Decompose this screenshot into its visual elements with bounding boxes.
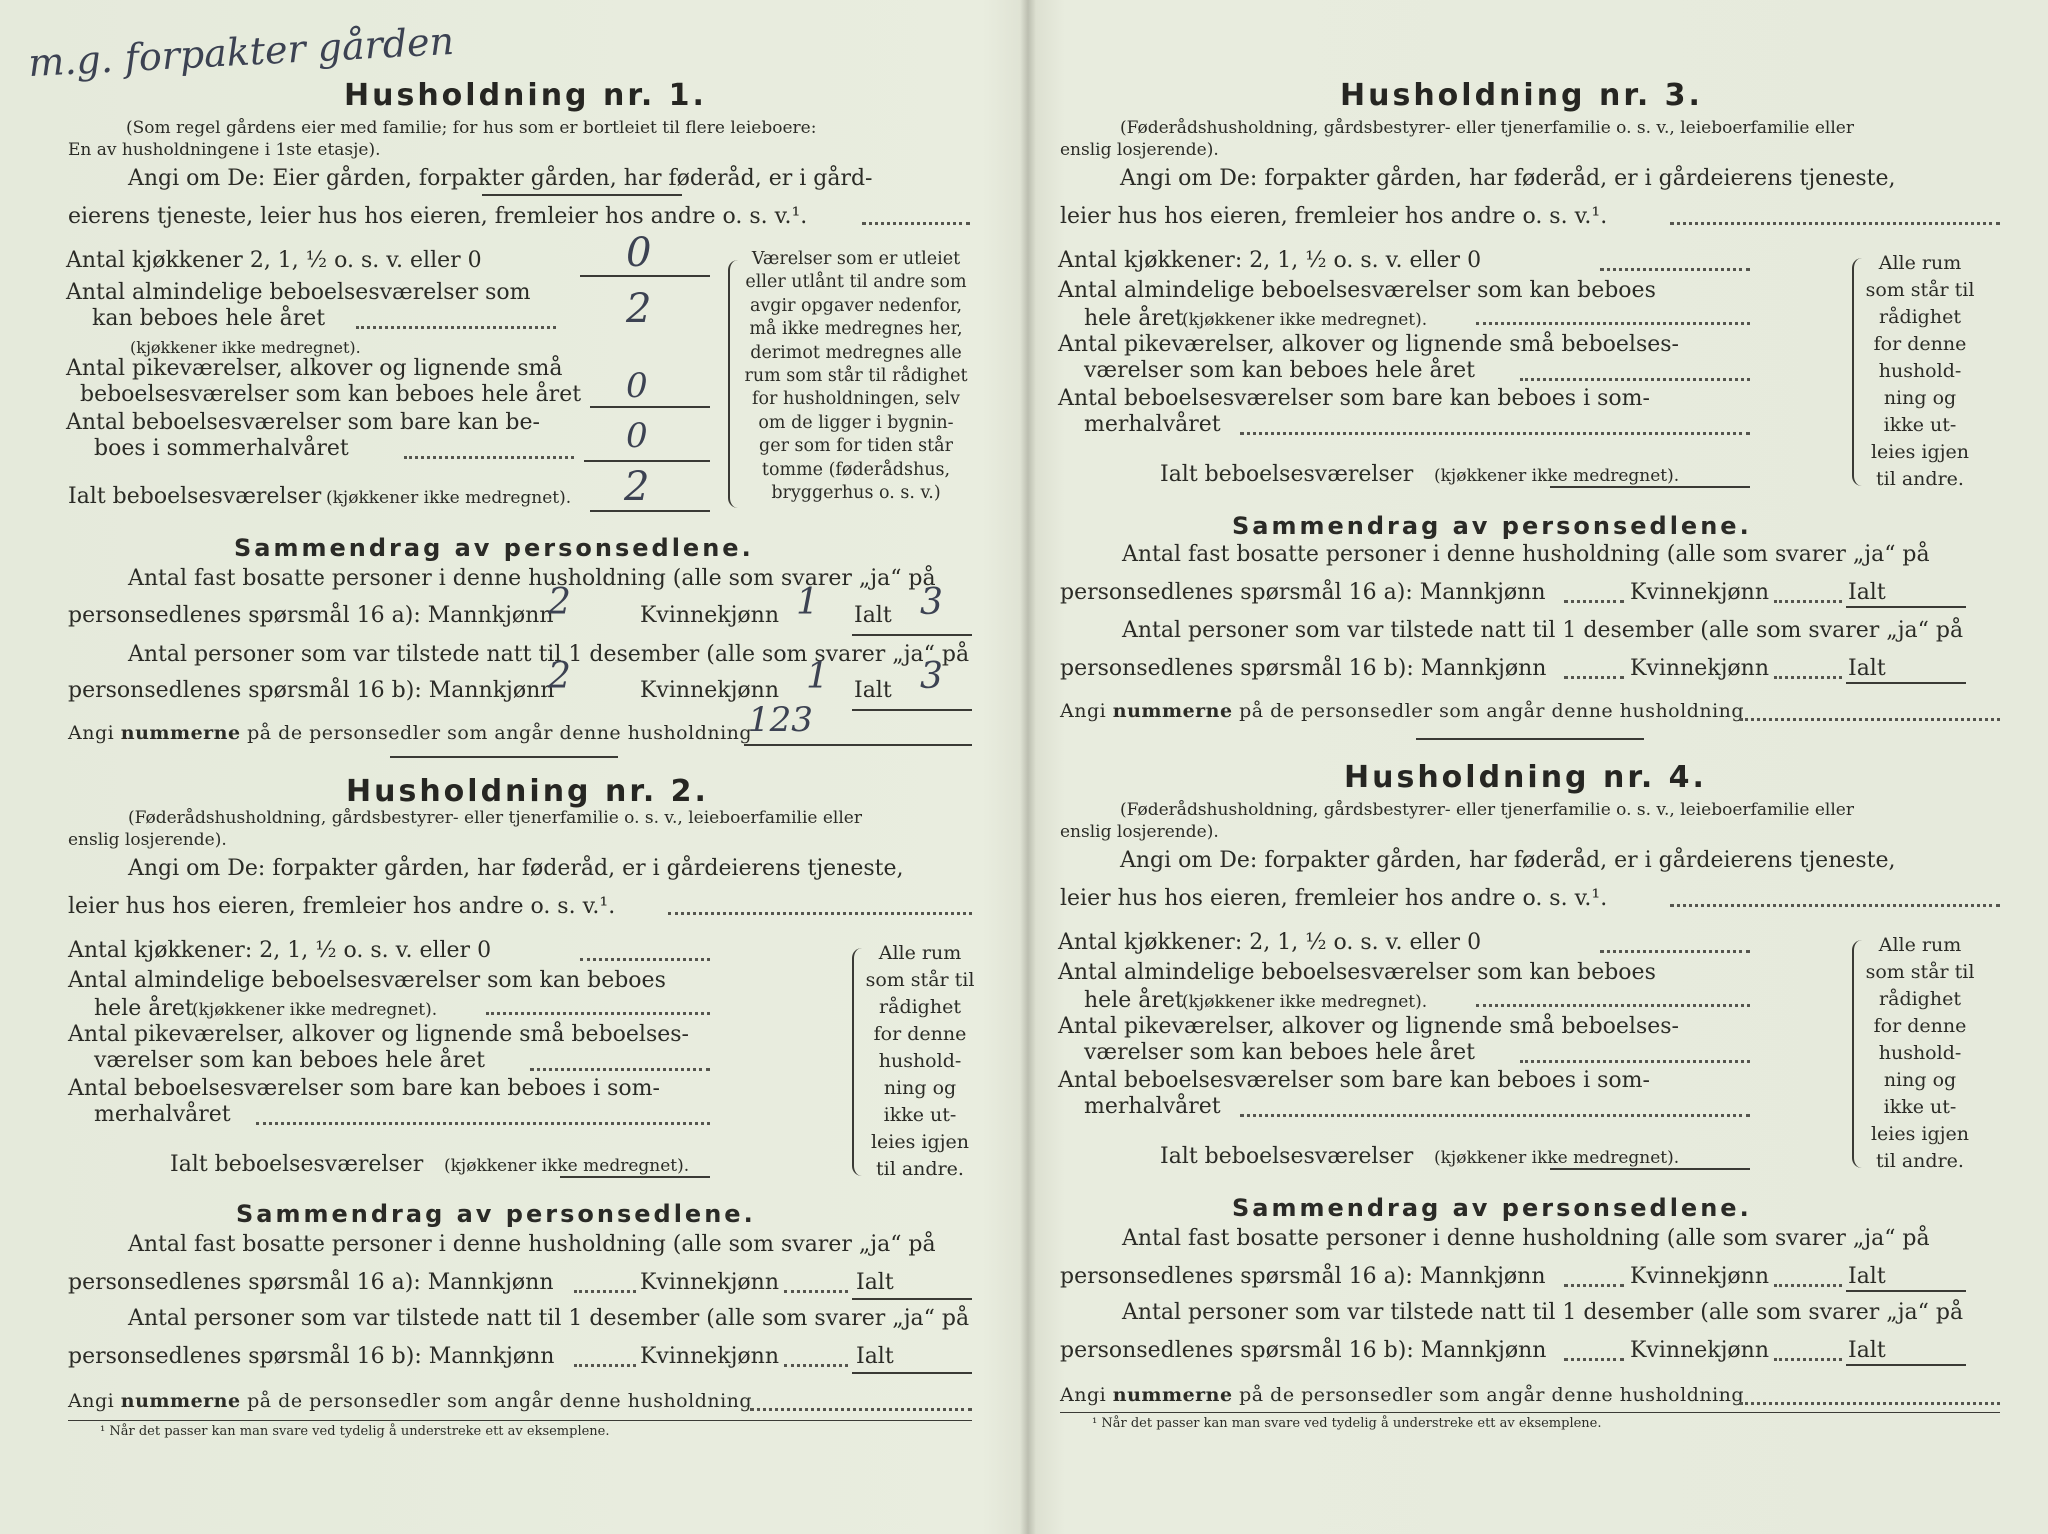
h2-row-ialt-b: (kjøkkener ikke medregnet).	[444, 1156, 690, 1176]
footnote-rule-right	[1060, 1412, 2000, 1413]
h1-line-pike	[590, 406, 710, 408]
h3-angi-line2: leier hus hos eieren, fremleier hos andre o. s. v.¹.	[1060, 204, 1608, 229]
h1-title: Husholdning nr. 1.	[344, 78, 707, 113]
h4-b-ialt-label: Ialt	[1848, 1338, 1886, 1363]
h1-angi-nummerne: Angi nummerne på de personsedler som angår denne husholdning	[68, 722, 753, 744]
h1-summary-line3: Antal personer som var tilstede natt til 1 desember (alle som svarer „ja“ på	[128, 642, 970, 667]
page-fold	[1020, 0, 1036, 1534]
h4-row-kjokken: Antal kjøkkener: 2, 1, ½ o. s. v. eller 0	[1058, 930, 1482, 955]
h3-alm-dots	[1476, 322, 1750, 325]
h1-row-sommer-a: Antal beboelsesværelser som bare kan be-	[66, 410, 540, 435]
h1-value-pike[interactable]: 0	[626, 366, 648, 406]
h4-note-line1: (Føderådshusholdning, gårdsbestyrer- eller tjenerfamilie o. s. v., leieboerfamilie eller	[1120, 800, 1854, 820]
h1-separator	[390, 756, 618, 758]
h1-value-nummerne[interactable]: 123	[748, 700, 813, 740]
h3-title: Husholdning nr. 3.	[1340, 78, 1703, 113]
h1-row-ialt-a: Ialt beboelsesværelser	[68, 484, 322, 509]
h2-row-alm-c: (kjøkkener ikke medregnet).	[192, 1000, 438, 1020]
h4-angi-line1: Angi om De: forpakter gården, har føderåd, er i gårdeierens tjeneste,	[1120, 848, 1896, 873]
h3-b-mann-dots	[1564, 676, 1624, 679]
h1-row-ialt-b: (kjøkkener ikke medregnet).	[326, 488, 572, 508]
h2-a-line	[852, 1298, 972, 1300]
h2-row-sommer-a: Antal beboelsesværelser som bare kan beboes i som-	[68, 1076, 660, 1101]
h1-underline-forpakter	[482, 194, 682, 196]
h3-separator	[1416, 738, 1644, 740]
h4-summary-line1: Antal fast bosatte personer i denne husholdning (alle som svarer „ja“ på	[1122, 1226, 1930, 1251]
h1-a-ialt[interactable]: 3	[920, 582, 943, 623]
h3-note-line1: (Føderådshusholdning, gårdsbestyrer- eller tjenerfamilie o. s. v., leieboerfamilie eller	[1120, 118, 1854, 138]
h2-row-kjokken: Antal kjøkkener: 2, 1, ½ o. s. v. eller 0	[68, 938, 492, 963]
h2-b-ialt-label: Ialt	[856, 1344, 894, 1369]
h2-alm-dots	[486, 1012, 710, 1015]
margin-handwriting: m.g. forpakter gården	[27, 18, 456, 86]
h2-row-pike-a: Antal pikeværelser, alkover og lignende små beboelses-	[68, 1022, 689, 1047]
footnote-rule-left	[68, 1420, 972, 1421]
h3-row-ialt-b: (kjøkkener ikke medregnet).	[1434, 466, 1680, 486]
h2-angi-dots	[668, 912, 972, 915]
h3-row-kjokken: Antal kjøkkener: 2, 1, ½ o. s. v. eller 0	[1058, 248, 1482, 273]
h2-note-line2: enslig losjerende).	[68, 830, 227, 850]
h2-summary-line1: Antal fast bosatte personer i denne husholdning (alle som svarer „ja“ på	[128, 1232, 936, 1257]
h3-nums-dots	[1740, 718, 2000, 721]
h2-a-kvinne-dots	[784, 1290, 848, 1293]
h4-row-sommer-b: merhalvåret	[1084, 1094, 1221, 1119]
h1-b-line	[852, 709, 972, 711]
h4-summary-line4: personsedlenes spørsmål 16 b): Mannkjønn	[1060, 1338, 1547, 1363]
h4-summary-title: Sammendrag av personsedlene.	[1232, 1194, 1752, 1222]
h3-row-ialt-a: Ialt beboelsesværelser	[1160, 462, 1414, 487]
h2-row-pike-b: værelser som kan beboes hele året	[94, 1048, 485, 1073]
h3-pike-dots	[1520, 378, 1750, 381]
h3-summary-line3: Antal personer som var tilstede natt til 1 desember (alle som svarer „ja“ på	[1122, 618, 1964, 643]
h1-note-line2: En av husholdningene i 1ste etasje).	[68, 140, 381, 160]
h3-row-alm-a: Antal almindelige beboelsesværelser som kan beboes	[1058, 278, 1656, 303]
h3-line-ialt	[1550, 486, 1750, 488]
h4-row-alm-c: (kjøkkener ikke medregnet).	[1182, 992, 1428, 1012]
h3-angi-line1: Angi om De: forpakter gården, har føderåd, er i gårdeierens tjeneste,	[1120, 166, 1896, 191]
h2-a-ialt-label: Ialt	[856, 1270, 894, 1295]
h1-value-kjokken[interactable]: 0	[626, 230, 652, 276]
h4-alm-dots	[1476, 1004, 1750, 1007]
h3-angi-dots	[1670, 222, 2000, 225]
h3-kjokken-dots	[1600, 268, 1750, 271]
h2-b-line	[852, 1372, 972, 1374]
h1-b-mann[interactable]: 2	[548, 656, 571, 697]
h2-summary-line2: personsedlenes spørsmål 16 a): Mannkjønn	[68, 1270, 554, 1295]
h2-b-kvinne-dots	[784, 1364, 848, 1367]
h1-angi-dots	[862, 222, 970, 225]
h1-line-ialt	[590, 510, 710, 512]
h1-a-ialt-label: Ialt	[854, 603, 892, 628]
h3-summary-line4: personsedlenes spørsmål 16 b): Mannkjønn	[1060, 656, 1547, 681]
h1-row-alm-b: kan beboes hele året	[92, 306, 326, 331]
h2-row-alm-b: hele året	[94, 996, 194, 1021]
h3-summary-line1: Antal fast bosatte personer i denne husholdning (alle som svarer „ja“ på	[1122, 542, 1930, 567]
h1-summary-line2: personsedlenes spørsmål 16 a): Mannkjønn	[68, 603, 554, 628]
h1-row-kjokken: Antal kjøkkener 2, 1, ½ o. s. v. eller 0	[66, 248, 482, 273]
h3-row-alm-c: (kjøkkener ikke medregnet).	[1182, 310, 1428, 330]
h4-row-alm-a: Antal almindelige beboelsesværelser som kan beboes	[1058, 960, 1656, 985]
h1-b-kvinne-label: Kvinnekjønn	[640, 678, 779, 703]
h1-value-ialt[interactable]: 2	[624, 464, 650, 510]
h2-summary-line4: personsedlenes spørsmål 16 b): Mannkjønn	[68, 1344, 555, 1369]
h3-b-ialt-label: Ialt	[1848, 656, 1886, 681]
h1-line-sommer	[584, 460, 710, 462]
h2-row-alm-a: Antal almindelige beboelsesværelser som kan beboes	[68, 968, 666, 993]
h2-row-ialt-a: Ialt beboelsesværelser	[170, 1152, 424, 1177]
h3-summary-title: Sammendrag av personsedlene.	[1232, 512, 1752, 540]
h2-title: Husholdning nr. 2.	[346, 774, 709, 809]
h2-line-ialt	[560, 1176, 710, 1178]
h2-pike-dots	[530, 1068, 710, 1071]
h1-b-kvinne[interactable]: 1	[806, 656, 829, 697]
h4-row-ialt-b: (kjøkkener ikke medregnet).	[1434, 1148, 1680, 1168]
right-page	[1040, 0, 2000, 1534]
h2-a-mann-dots	[574, 1290, 636, 1293]
h4-nums-dots	[1740, 1402, 2000, 1405]
h1-nums-line	[744, 744, 972, 746]
h3-a-kvinne-dots	[1774, 600, 1842, 603]
h2-b-mann-dots	[574, 1364, 636, 1367]
h1-row-pike-b: beboelsesværelser som kan beboes hele året	[80, 382, 582, 407]
h4-row-pike-b: værelser som kan beboes hele året	[1084, 1040, 1475, 1065]
h3-note-line2: enslig losjerende).	[1060, 140, 1219, 160]
h4-note-line2: enslig losjerende).	[1060, 822, 1219, 842]
h3-b-kvinne-label: Kvinnekjønn	[1630, 656, 1769, 681]
h1-a-kvinne-label: Kvinnekjønn	[640, 603, 779, 628]
h4-a-ialt-label: Ialt	[1848, 1264, 1886, 1289]
h4-a-kvinne-label: Kvinnekjønn	[1630, 1264, 1769, 1289]
h4-angi-nummerne: Angi nummerne på de personsedler som angår denne husholdning	[1060, 1384, 1745, 1406]
h4-b-kvinne-label: Kvinnekjønn	[1630, 1338, 1769, 1363]
h1-summary-title: Sammendrag av personsedlene.	[234, 534, 754, 562]
h3-row-pike-b: værelser som kan beboes hele året	[1084, 358, 1475, 383]
footnote-left: ¹ Når det passer kan man svare ved tydelig å understreke ett av eksemplene.	[100, 1424, 610, 1439]
h1-row-alm-a: Antal almindelige beboelsesværelser som	[66, 280, 531, 305]
h4-row-alm-b: hele året	[1084, 988, 1184, 1013]
h4-row-pike-a: Antal pikeværelser, alkover og lignende små beboelses-	[1058, 1014, 1679, 1039]
h3-row-sommer-b: merhalvåret	[1084, 412, 1221, 437]
h4-angi-line2: leier hus hos eieren, fremleier hos andre o. s. v.¹.	[1060, 886, 1608, 911]
h1-angi-line2: eierens tjeneste, leier hus hos eieren, fremleier hos andre o. s. v.¹.	[68, 204, 808, 229]
h4-a-kvinne-dots	[1774, 1284, 1842, 1287]
h1-row-alm-c: (kjøkkener ikke medregnet).	[130, 338, 361, 357]
h3-sommer-dots	[1240, 432, 1750, 435]
h3-side-note: Alle rum som står til rådighet for denne hushold- ning og ikke ut- leies igjen til andre.	[1865, 252, 1975, 490]
h1-sommer-dots	[404, 456, 574, 459]
h4-summary-line3: Antal personer som var tilstede natt til 1 desember (alle som svarer „ja“ på	[1122, 1300, 1964, 1325]
h1-b-ialt-label: Ialt	[854, 678, 892, 703]
h2-b-kvinne-label: Kvinnekjønn	[640, 1344, 779, 1369]
h4-pike-dots	[1520, 1060, 1750, 1063]
h4-a-mann-dots	[1564, 1284, 1624, 1287]
footnote-right: ¹ Når det passer kan man svare ved tydelig å understreke ett av eksemplene.	[1092, 1416, 1602, 1431]
h1-a-line	[852, 634, 972, 636]
h1-summary-line1: Antal fast bosatte personer i denne husholdning (alle som svarer „ja“ på	[128, 566, 936, 591]
h1-note-line1: (Som regel gårdens eier med familie; for hus som er bortleiet til flere leieboere:	[126, 118, 817, 138]
h2-angi-nummerne: Angi nummerne på de personsedler som angår denne husholdning	[68, 1390, 753, 1412]
h3-angi-nummerne: Angi nummerne på de personsedler som angår denne husholdning	[1060, 700, 1745, 722]
h1-b-ialt[interactable]: 3	[920, 656, 943, 697]
h1-angi-line1: Angi om De: Eier gården, forpakter gården, har føderåd, er i gård-	[128, 166, 873, 191]
h1-a-kvinne[interactable]: 1	[796, 582, 819, 623]
h3-summary-line2: personsedlenes spørsmål 16 a): Mannkjønn	[1060, 580, 1546, 605]
h4-summary-line2: personsedlenes spørsmål 16 a): Mannkjønn	[1060, 1264, 1546, 1289]
h3-b-line	[1846, 682, 1966, 684]
h2-summary-line3: Antal personer som var tilstede natt til 1 desember (alle som svarer „ja“ på	[128, 1306, 970, 1331]
h4-b-line	[1846, 1364, 1966, 1366]
h4-line-ialt	[1550, 1168, 1750, 1170]
h1-value-alm[interactable]: 2	[626, 286, 652, 332]
h4-side-note: Alle rum som står til rådighet for denne hushold- ning og ikke ut- leies igjen til andre.	[1865, 934, 1975, 1172]
h2-row-sommer-b: merhalvåret	[94, 1102, 231, 1127]
h3-a-line	[1846, 606, 1966, 608]
h2-note-line1: (Føderådshusholdning, gårdsbestyrer- eller tjenerfamilie o. s. v., leieboerfamilie eller	[128, 808, 862, 828]
left-page	[0, 0, 975, 1534]
h2-summary-title: Sammendrag av personsedlene.	[236, 1200, 756, 1228]
h2-a-kvinne-label: Kvinnekjønn	[640, 1270, 779, 1295]
h3-a-mann-dots	[1564, 600, 1624, 603]
h1-summary-line4: personsedlenes spørsmål 16 b): Mannkjønn	[68, 678, 555, 703]
h2-angi-line1: Angi om De: forpakter gården, har føderåd, er i gårdeierens tjeneste,	[128, 856, 904, 881]
h1-row-sommer-b: boes i sommerhalvåret	[94, 436, 349, 461]
h3-row-pike-a: Antal pikeværelser, alkover og lignende små beboelses-	[1058, 332, 1679, 357]
h1-row-pike-a: Antal pikeværelser, alkover og lignende små	[66, 356, 563, 381]
h4-kjokken-dots	[1600, 950, 1750, 953]
h2-side-note: Alle rum som står til rådighet for denne hushold- ning og ikke ut- leies igjen til andre.	[865, 942, 975, 1180]
h1-value-sommer[interactable]: 0	[626, 416, 648, 456]
h3-row-sommer-a: Antal beboelsesværelser som bare kan beboes i som-	[1058, 386, 1650, 411]
h2-nums-dots	[750, 1408, 972, 1411]
h3-a-ialt-label: Ialt	[1848, 580, 1886, 605]
h4-b-kvinne-dots	[1774, 1358, 1842, 1361]
h3-b-kvinne-dots	[1774, 676, 1842, 679]
h4-title: Husholdning nr. 4.	[1344, 760, 1707, 795]
h2-angi-line2: leier hus hos eieren, fremleier hos andre o. s. v.¹.	[68, 894, 616, 919]
h2-sommer-dots	[256, 1122, 710, 1125]
h2-kjokken-dots	[580, 958, 710, 961]
h1-line-kjokken	[580, 275, 710, 277]
h1-alm-dots	[356, 326, 556, 329]
h1-side-note: Værelser som er utleiet eller utlånt til andre som avgir opgaver nedenfor, må ikke medregnes her, derimot medregnes alle rum som står til rådighet for husholdningen, selv om de ligger i bygnin- ger som for tiden står tomme (føderådshus, bryggerhus o. s. v.)	[744, 249, 968, 504]
h4-angi-dots	[1670, 904, 2000, 907]
h4-sommer-dots	[1240, 1114, 1750, 1117]
h1-a-mann[interactable]: 2	[548, 582, 571, 623]
h4-row-sommer-a: Antal beboelsesværelser som bare kan beboes i som-	[1058, 1068, 1650, 1093]
h4-a-line	[1846, 1290, 1966, 1292]
h3-row-alm-b: hele året	[1084, 306, 1184, 331]
h4-b-mann-dots	[1564, 1358, 1624, 1361]
h4-row-ialt-a: Ialt beboelsesværelser	[1160, 1144, 1414, 1169]
h3-a-kvinne-label: Kvinnekjønn	[1630, 580, 1769, 605]
